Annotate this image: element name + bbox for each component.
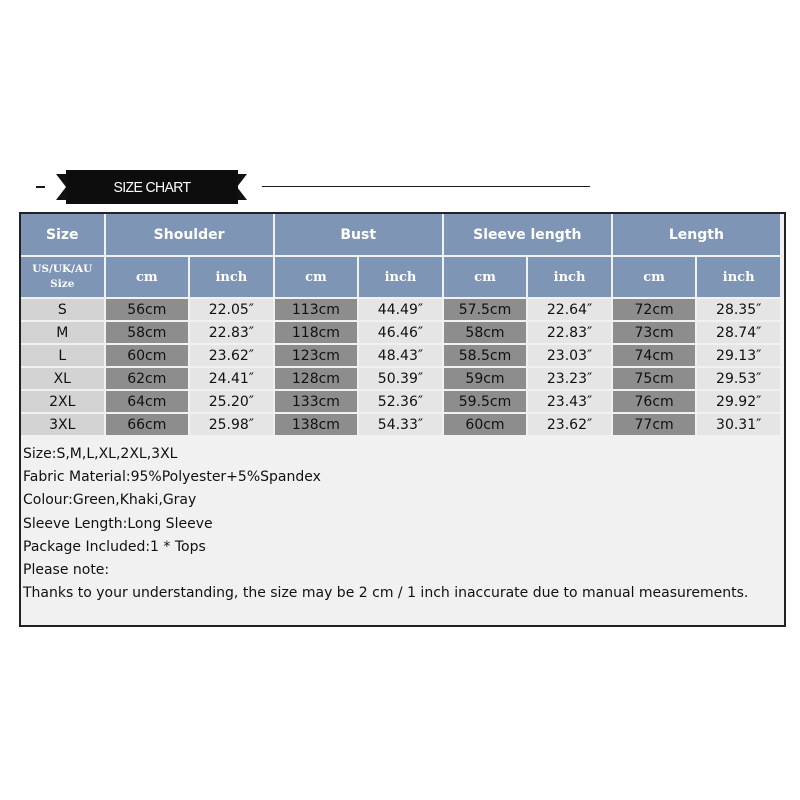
cell-shoulder-inch: 24.41″ [190,368,273,389]
subheader-length-cm: cm [613,257,696,297]
subheader-size-region: US/UK/AU [32,263,93,275]
cell-length-cm: 74cm [613,345,696,366]
subheader-shoulder-inch: inch [190,257,273,297]
cell-length-inch: 28.35″ [697,299,780,320]
cell-bust-cm: 123cm [275,345,358,366]
cell-shoulder-inch: 22.83″ [190,322,273,343]
header-row-groups [21,214,780,255]
header-row-units [21,257,780,297]
subheader-length-inch: inch [697,257,780,297]
cell-sleeve-inch: 23.62″ [528,414,611,435]
cell-size: 3XL [21,414,104,435]
cell-shoulder-inch: 25.98″ [190,414,273,435]
cell-bust-inch: 46.46″ [359,322,442,343]
subheader-bust-cm: cm [275,257,358,297]
cell-sleeve-inch: 23.43″ [528,391,611,412]
size-chart-title: SIZE CHART [113,178,191,196]
cell-length-inch: 28.74″ [697,322,780,343]
cell-bust-cm: 118cm [275,322,358,343]
cell-sleeve-cm: 57.5cm [444,299,527,320]
cell-bust-cm: 133cm [275,391,358,412]
cell-length-cm: 75cm [613,368,696,389]
cell-sleeve-cm: 59.5cm [444,391,527,412]
subheader-sleeve-inch: inch [528,257,611,297]
ribbon-notch-left [56,174,66,200]
subheader-bust-inch: inch [359,257,442,297]
cell-bust-cm: 128cm [275,368,358,389]
subheader-sleeve-cm: cm [444,257,527,297]
size-table [19,212,782,437]
note-please-note: Please note: [23,561,110,578]
cell-sleeve-cm: 58cm [444,322,527,343]
cell-shoulder-cm: 56cm [106,299,189,320]
size-rows [21,299,780,435]
cell-bust-inch: 50.39″ [359,368,442,389]
cell-sleeve-cm: 58.5cm [444,345,527,366]
cell-size: 2XL [21,391,104,412]
banner-dash [36,186,45,188]
col-header-sleeve-length: Sleeve length [444,214,611,255]
cell-shoulder-inch: 23.62″ [190,345,273,366]
cell-shoulder-cm: 60cm [106,345,189,366]
note-sleeve-length: Sleeve Length:Long Sleeve [23,515,213,532]
cell-shoulder-cm: 66cm [106,414,189,435]
table-row [21,391,780,412]
product-notes [23,443,779,605]
cell-shoulder-cm: 58cm [106,322,189,343]
cell-length-inch: 30.31″ [697,414,780,435]
table-row [21,322,780,343]
cell-length-inch: 29.92″ [697,391,780,412]
col-header-bust: Bust [275,214,442,255]
cell-shoulder-cm: 64cm [106,391,189,412]
table-row [21,414,780,435]
col-header-shoulder: Shoulder [106,214,273,255]
cell-sleeve-cm: 59cm [444,368,527,389]
cell-length-cm: 77cm [613,414,696,435]
cell-sleeve-cm: 60cm [444,414,527,435]
cell-shoulder-cm: 62cm [106,368,189,389]
ribbon-notch-right [237,174,247,200]
table-row [21,299,780,320]
cell-size: S [21,299,104,320]
table-row [21,368,780,389]
cell-length-cm: 76cm [613,391,696,412]
cell-bust-inch: 52.36″ [359,391,442,412]
note-disclaimer: Thanks to your understanding, the size may be 2 cm / 1 inch inaccurate due to manual measurements. [23,585,749,602]
note-sizes: Size:S,M,L,XL,2XL,3XL [23,446,178,462]
table-row [21,345,780,366]
col-header-length: Length [613,214,780,255]
cell-bust-inch: 48.43″ [359,345,442,366]
cell-bust-inch: 54.33″ [359,414,442,435]
cell-sleeve-inch: 22.64″ [528,299,611,320]
cell-bust-cm: 138cm [275,414,358,435]
note-colour: Colour:Green,Khaki,Gray [23,492,197,509]
cell-bust-inch: 44.49″ [359,299,442,320]
note-package: Package Included:1 * Tops [23,538,206,555]
subheader-size-label: Size [50,278,75,290]
cell-sleeve-inch: 23.03″ [528,345,611,366]
cell-length-cm: 73cm [613,322,696,343]
cell-length-cm: 72cm [613,299,696,320]
cell-size: L [21,345,104,366]
cell-size: XL [21,368,104,389]
subheader-shoulder-cm: cm [106,257,189,297]
subheader-size [21,257,104,297]
cell-length-inch: 29.53″ [697,368,780,389]
cell-length-inch: 29.13″ [697,345,780,366]
cell-shoulder-inch: 25.20″ [190,391,273,412]
cell-sleeve-inch: 23.23″ [528,368,611,389]
col-header-size: Size [21,214,104,255]
cell-bust-cm: 113cm [275,299,358,320]
cell-sleeve-inch: 22.83″ [528,322,611,343]
cell-size: M [21,322,104,343]
banner-rule [262,186,590,187]
cell-shoulder-inch: 22.05″ [190,299,273,320]
note-fabric: Fabric Material:95%Polyester+5%Spandex [23,469,321,486]
